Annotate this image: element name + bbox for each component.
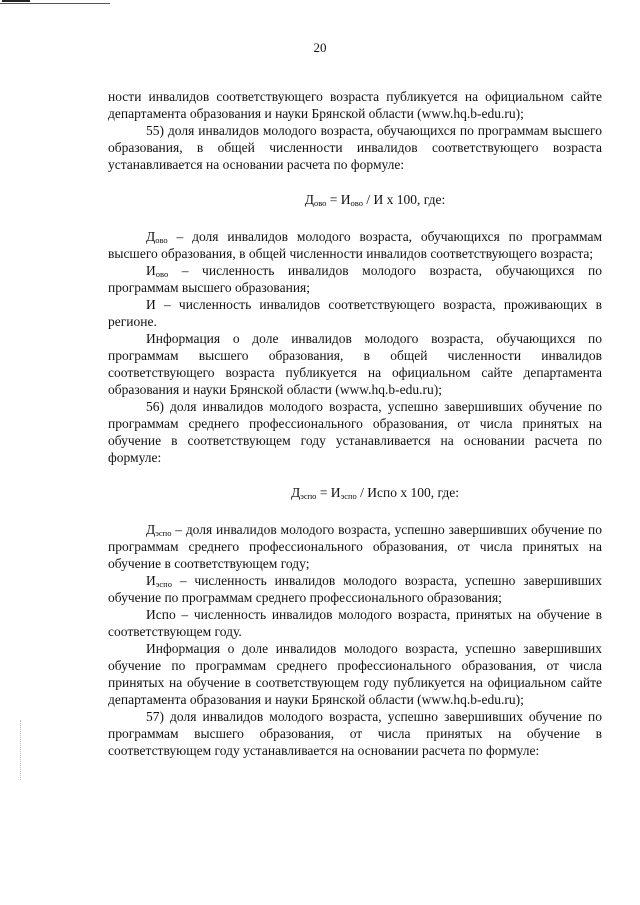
definition-i-ovo-text: – численность инвалидов молодого возраста, обучающихся по программам высшего образования; bbox=[108, 263, 602, 295]
definition-i-espo-sub: эспо bbox=[155, 579, 172, 589]
definition-i-ovo-symbol: И bbox=[146, 263, 156, 278]
definition-ispo: Испо – численность инвалидов молодого возраста, принятых на обучение в соответствующем году. bbox=[108, 607, 602, 639]
formula-ovo-mid-sub: ово bbox=[350, 198, 364, 208]
formula-ovo-lhs: Д bbox=[304, 192, 314, 207]
definition-i-espo-text: – численность инвалидов молодого возраста, успешно завершивших обучение по программам среднего профессионального образования; bbox=[108, 573, 602, 605]
item-56: 56) доля инвалидов молодого возраста, успешно завершивших обучение по программам среднего профессионального образования, от числа принятых на обучение в соответствующем году устанавливается на основании расчета по формуле: bbox=[108, 399, 602, 465]
definition-d-espo bbox=[108, 521, 602, 572]
document-body bbox=[108, 88, 602, 759]
item-55: 55) доля инвалидов молодого возраста, обучающихся по программам высшего образования, в общей численности инвалидов соответствующего возраста устанавливается на основании расчета по формуле: bbox=[108, 123, 602, 172]
formula-espo-mid: = И bbox=[316, 485, 341, 500]
info-espo: Информация о доле инвалидов молодого возраста, успешно завершивших обучение по программам среднего профессионального образования, от числа принятых на обучение в соответствующем году публикуется на официальном сайте департамента образования и науки Брянской области (www.hq.b-edu.ru); bbox=[108, 641, 602, 707]
margin-scan-artifact bbox=[20, 720, 22, 780]
definition-d-espo-text: – доля инвалидов молодого возраста, успешно завершивших обучение по программам среднего профессионального образования, от числа принятых на обучение в соответствующем году; bbox=[108, 522, 602, 571]
definition-i-espo-symbol: И bbox=[146, 573, 156, 588]
formula-ovo-lhs-sub: ово bbox=[313, 198, 327, 208]
formula-espo-lhs: Д bbox=[290, 485, 301, 500]
definition-d-ovo-text: – доля инвалидов молодого возраста, обучающихся по программам высшего образования, в общей численности инвалидов соответствующего возраста; bbox=[108, 229, 602, 261]
formula-ovo-mid: = И bbox=[326, 192, 351, 207]
formula-espo-lhs-sub: эспо bbox=[300, 491, 317, 501]
formula-ovo bbox=[108, 191, 602, 208]
definition-d-espo-sub: эспо bbox=[155, 528, 172, 538]
item-57: 57) доля инвалидов молодого возраста, успешно завершивших обучение по программам высшего образования, от числа принятых на обучение в соответствующем году устанавливается на основании расчета по формуле: bbox=[108, 709, 602, 758]
page-number: 20 bbox=[313, 40, 327, 55]
definition-d-ovo-sub: ово bbox=[155, 235, 168, 245]
definition-d-espo-symbol: Д bbox=[146, 522, 156, 537]
formula-espo bbox=[108, 484, 602, 501]
definition-i-ovo-sub: ово bbox=[155, 269, 169, 279]
formula-espo-rhs: / Испо х 100, где: bbox=[356, 485, 459, 500]
formula-espo-mid-sub: эспо bbox=[340, 491, 357, 501]
definition-i-ovo bbox=[108, 262, 602, 296]
top-edge-mark bbox=[0, 0, 110, 4]
definition-i-espo bbox=[108, 572, 602, 606]
definition-i: И – численность инвалидов соответствующего возраста, проживающих в регионе. bbox=[108, 297, 602, 329]
definition-d-ovo-symbol: Д bbox=[146, 229, 156, 244]
formula-ovo-rhs: / И х 100, где: bbox=[363, 192, 446, 207]
definition-d-ovo bbox=[108, 228, 602, 262]
paragraph-continuation: ности инвалидов соответствующего возраста публикуется на официальном сайте департамента образования и науки Брянской области (www.hq.b-edu.ru); bbox=[108, 89, 602, 121]
info-ovo: Информация о доле инвалидов молодого возраста, обучающихся по программам высшего образования, в общей численности инвалидов соответствующего возраста публикуется на официальном сайте департамента образования и науки Брянской области (www.hq.b-edu.ru); bbox=[108, 331, 602, 397]
